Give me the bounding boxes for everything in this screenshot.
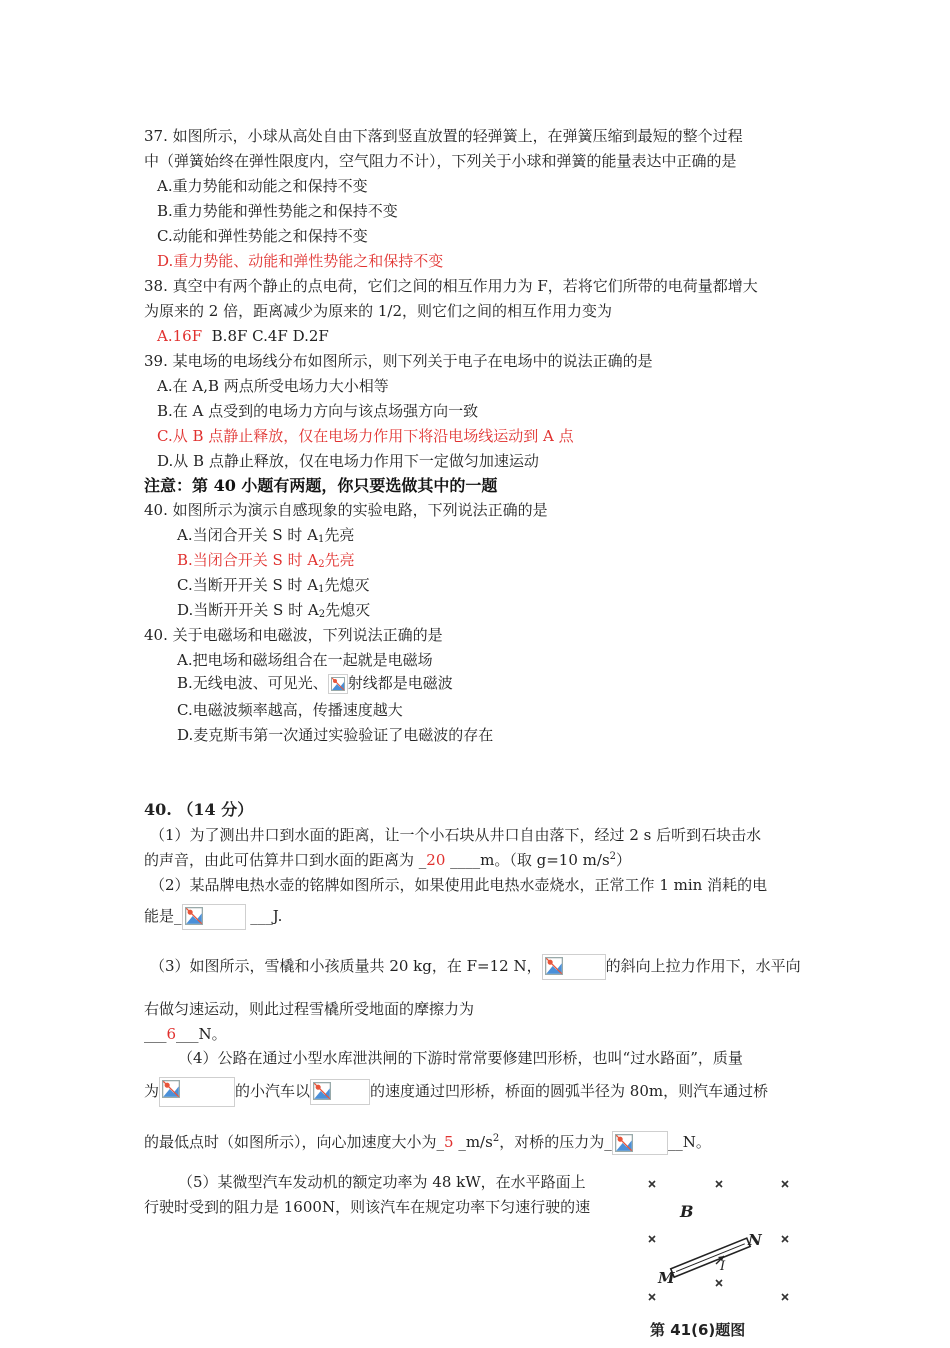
q40c-part1-line1: （1）为了测出井口到水面的距离，让一个小石块从井口自由落下，经过 2 s 后听到石块击水 [150, 826, 762, 844]
q40c-part2-line1: （2）某品牌电热水壶的铭牌如图所示，如果使用此电热水壶烧水，正常工作 1 min 消耗的电 [150, 876, 768, 894]
q37-option-d-answer: D.重力势能、动能和弹性势能之和保持不变 [157, 252, 444, 270]
q40c-part1-line2: 的声音，由此可估算井口到水面的距离为 _20 ____m。（取 g=10 $m/s^2$） [144, 851, 632, 869]
q40a-stem: 40. 如图所示为演示自感现象的实验电路，下列说法正确的是 [144, 501, 548, 519]
q40c-part1-answer: 20 [426, 851, 446, 869]
q40c-part5-line1: （5）某微型汽车发动机的额定功率为 48 kW，在水平路面上 [178, 1173, 586, 1191]
q40c-part4-line3: 的最低点时（如图所示），向心加速度大小为_5 $\_m/s^2$，对桥的压力为_ __N。 [144, 1128, 711, 1156]
q38-stem-line2: 为原来的 2 倍，距离减少为原来的 1/2，则它们之间的相互作用力变为 [144, 302, 612, 320]
q40c-part4-line1: （4）公路在通过小型水库泄洪闸的下游时常常要修建凹形桥，也叫“过水路面”，质量 [178, 1049, 743, 1067]
broken-image-icon [328, 674, 348, 694]
q40a-option-d: D.当断开开关 S 时 $A_2$先熄灭 [177, 601, 371, 620]
rod-end-label-n: N [748, 1231, 762, 1249]
q40c-part3-answer: 6 [166, 1025, 177, 1043]
q38-stem-line1: 38. 真空中有两个静止的点电荷，它们之间的相互作用力为 F，若将它们所带的电荷量都增大 [144, 277, 758, 295]
q40b-stem: 40. 关于电磁场和电磁波，下列说法正确的是 [144, 626, 443, 644]
current-label-i: I [720, 1259, 726, 1274]
q40c-part3-line2: 右做匀速运动，则此过程雪橇所受地面的摩擦力为 [144, 1000, 475, 1018]
q40c-part3-line1: （3）如图所示，雪橇和小孩质量共 20 kg，在 F=12 N， 的斜向上拉力作用下，水平向 [150, 952, 801, 980]
q38-options [157, 326, 329, 346]
broken-image-icon [159, 1077, 235, 1107]
magnetic-field-figure [646, 1172, 796, 1344]
broken-image-icon [310, 1079, 370, 1105]
q38-option-a-answer: A.16F [157, 327, 203, 345]
q40c-part5-line2: 行驶时受到的阻力是 1600N，则该汽车在规定功率下匀速行驶的速 [144, 1198, 591, 1216]
q40c-title: 40. （14 分） [144, 800, 254, 819]
field-label-b: B [680, 1202, 694, 1221]
q40c-part3-line3: ___6___N。 [144, 1025, 227, 1043]
q40b-option-c: C.电磁波频率越高，传播速度越大 [177, 701, 403, 719]
q39-option-d: D.从 B 点静止释放，仅在电场力作用下一定做匀加速运动 [157, 452, 539, 470]
q40c-part4-line2: 为 的小汽车以 的速度通过凹形桥，桥面的圆弧半径为 80m，则汽车通过桥 [144, 1076, 768, 1107]
q40a-option-a: A.当闭合开关 S 时 $A_1$先亮 [177, 526, 355, 545]
q39-option-a: A.在 A,B 两点所受电场力大小相等 [157, 377, 389, 395]
figure-caption: 第 41(6)题图 [650, 1321, 746, 1339]
notice-heading: 注意：第 40 小题有两题，你只要选做其中的一题 [144, 476, 498, 495]
q37-option-c: C.动能和弹性势能之和保持不变 [157, 227, 368, 245]
q40c-part2-line2: 能是_ ___J. [144, 902, 282, 930]
q38-options-rest: B.8F C.4F D.2F [211, 327, 329, 345]
broken-image-icon [612, 1131, 668, 1155]
q37-stem-line1: 37. 如图所示，小球从高处自由下落到竖直放置的轻弹簧上，在弹簧压缩到最短的整个过程 [144, 127, 743, 145]
q37-option-a: A.重力势能和动能之和保持不变 [157, 177, 368, 195]
rod-end-label-m: M [658, 1269, 675, 1287]
q40a-option-b-answer: B.当闭合开关 S 时 $A_2$先亮 [177, 551, 355, 570]
q40b-option-b: B.无线电波、可见光、 射线都是电磁波 [177, 674, 453, 692]
q40a-option-c: C.当断开开关 S 时 $A_1$先熄灭 [177, 576, 370, 595]
q40c-part4-answer: 5 [444, 1133, 454, 1151]
broken-image-icon [182, 904, 246, 930]
q37-stem-line2: 中（弹簧始终在弹性限度内，空气阻力不计），下列关于小球和弹簧的能量表达中正确的是 [144, 152, 737, 170]
q39-stem: 39. 某电场的电场线分布如图所示，则下列关于电子在电场中的说法正确的是 [144, 352, 653, 370]
q40b-option-a: A.把电场和磁场组合在一起就是电磁场 [177, 651, 433, 669]
q39-option-b: B.在 A 点受到的电场力方向与该点场强方向一致 [157, 402, 479, 420]
q37-option-b: B.重力势能和弹性势能之和保持不变 [157, 202, 398, 220]
broken-image-icon [542, 954, 606, 980]
q39-option-c-answer: C.从 B 点静止释放，仅在电场力作用下将沿电场线运动到 A 点 [157, 427, 574, 445]
q40b-option-d: D.麦克斯韦第一次通过实验验证了电磁波的存在 [177, 726, 494, 744]
